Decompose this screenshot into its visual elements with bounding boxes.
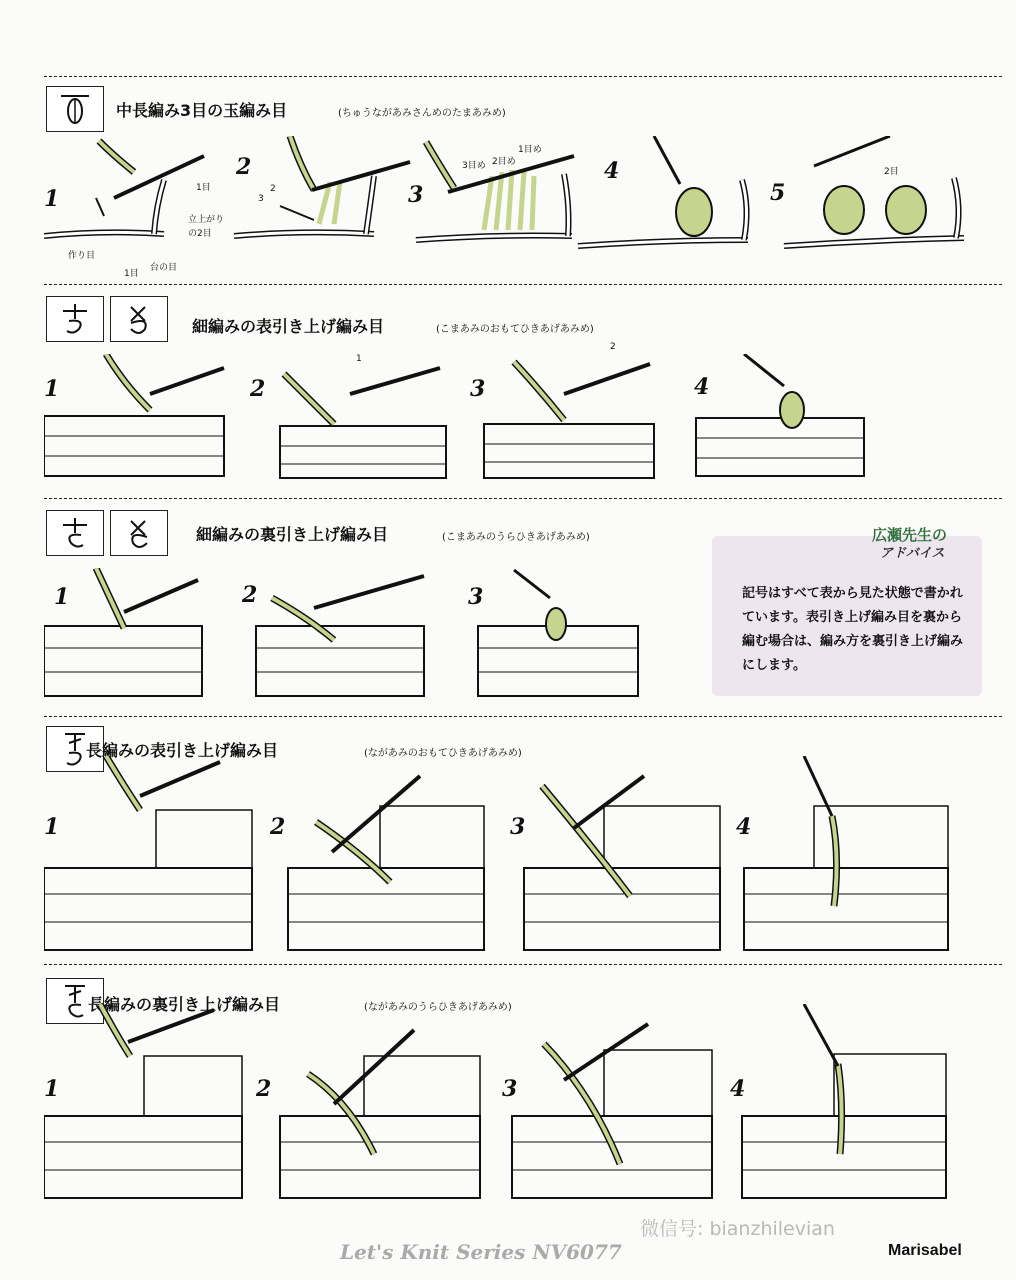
sc-back-post-alt-symbol-icon <box>121 515 157 551</box>
section-title: 細編みの裏引き上げ編み目 <box>196 525 389 544</box>
step-number: 3 <box>502 1076 518 1102</box>
bobble-symbol-icon <box>55 91 95 127</box>
section-dc-back-post <box>44 964 1002 1210</box>
sc-back-post-diagram <box>44 568 644 704</box>
section-title: 長編みの表引き上げ編み目 <box>86 741 279 760</box>
sc-front-post-symbol-icon <box>57 301 93 337</box>
diagram-label: の2目 <box>188 229 212 239</box>
step-number: 3 <box>408 182 424 208</box>
sc-back-post-symbol-icon <box>57 515 93 551</box>
symbol-box <box>46 86 104 132</box>
section-dc-front-post <box>44 716 1002 965</box>
diagram-label: 1目 <box>124 269 139 279</box>
diagram-label: 2目 <box>884 167 899 177</box>
diagram-label: 2 <box>270 184 276 194</box>
step-number: 4 <box>736 814 752 840</box>
section-title: 細編みの表引き上げ編み目 <box>192 317 385 336</box>
step-number: 4 <box>730 1076 746 1102</box>
step-number: 3 <box>468 584 484 610</box>
diagram-label: 1目め <box>518 145 542 155</box>
step-number: 1 <box>54 584 70 610</box>
step-number: 3 <box>470 376 486 402</box>
diagram-label: 2目め <box>492 157 516 167</box>
step-number: 1 <box>44 814 60 840</box>
section-reading: (ながあみのおもてひきあげあみめ) <box>364 748 522 759</box>
watermark: 微信号: bianzhilevian <box>640 1218 835 1240</box>
advice-box <box>712 526 982 696</box>
dc-back-post-diagram <box>44 1004 964 1204</box>
diagram-label: 1目 <box>196 183 211 193</box>
step-number: 2 <box>270 814 286 840</box>
brand-logo: Marisabel <box>888 1242 962 1259</box>
section-sc-front-post <box>44 284 1002 499</box>
step-number: 3 <box>510 814 526 840</box>
advice-title: 広瀬先生の <box>872 526 948 544</box>
symbol-box <box>46 510 104 556</box>
bobble-diagram <box>44 136 994 276</box>
step-number: 5 <box>770 180 786 206</box>
symbol-box <box>110 296 168 342</box>
symbol-box <box>110 510 168 556</box>
advice-text: 記号はすべて表から見た状態で書かれています。表引き上げ編み目を裏から編む場合は、編み方を裏引き上げ編みにします。 <box>742 586 964 673</box>
symbol-box <box>46 296 104 342</box>
step-number: 2 <box>256 1076 272 1102</box>
section-reading: (こまあみのうらひきあげあみめ) <box>442 532 590 543</box>
step-number: 2 <box>242 582 258 608</box>
diagram-label: 2 <box>610 342 616 352</box>
step-number: 4 <box>604 158 620 184</box>
step-number: 2 <box>236 154 252 180</box>
sc-front-post-diagram <box>44 354 894 484</box>
sc-front-post-alt-symbol-icon <box>121 301 157 337</box>
step-number: 1 <box>44 186 60 212</box>
section-reading: (ちゅうながあみさんめのたまあみめ) <box>338 108 506 119</box>
diagram-label: 台の目 <box>150 263 178 273</box>
step-number: 2 <box>250 376 266 402</box>
advice-subtitle: アドバイス <box>880 546 945 561</box>
step-number: 4 <box>694 374 710 400</box>
section-title: 長編みの裏引き上げ編み目 <box>88 995 281 1014</box>
diagram-label: 3 <box>258 194 264 204</box>
diagram-label: 1 <box>356 354 362 364</box>
section-sc-back-post <box>44 498 1002 717</box>
step-number: 1 <box>44 1076 60 1102</box>
step-number: 1 <box>44 376 60 402</box>
dc-front-post-diagram <box>44 756 964 956</box>
diagram-label: 作り目 <box>68 251 96 261</box>
diagram-label: 3目め <box>462 161 486 171</box>
section-reading: (こまあみのおもてひきあげあみめ) <box>436 324 594 335</box>
series-footer: Let's Knit Series NV6077 <box>340 1240 622 1264</box>
section-title: 中長編み3目の玉編み目 <box>116 101 288 120</box>
section-reading: (ながあみのうらひきあげあみめ) <box>364 1002 512 1013</box>
section-bobble <box>44 76 1002 285</box>
diagram-label: 立上がり <box>188 215 225 225</box>
